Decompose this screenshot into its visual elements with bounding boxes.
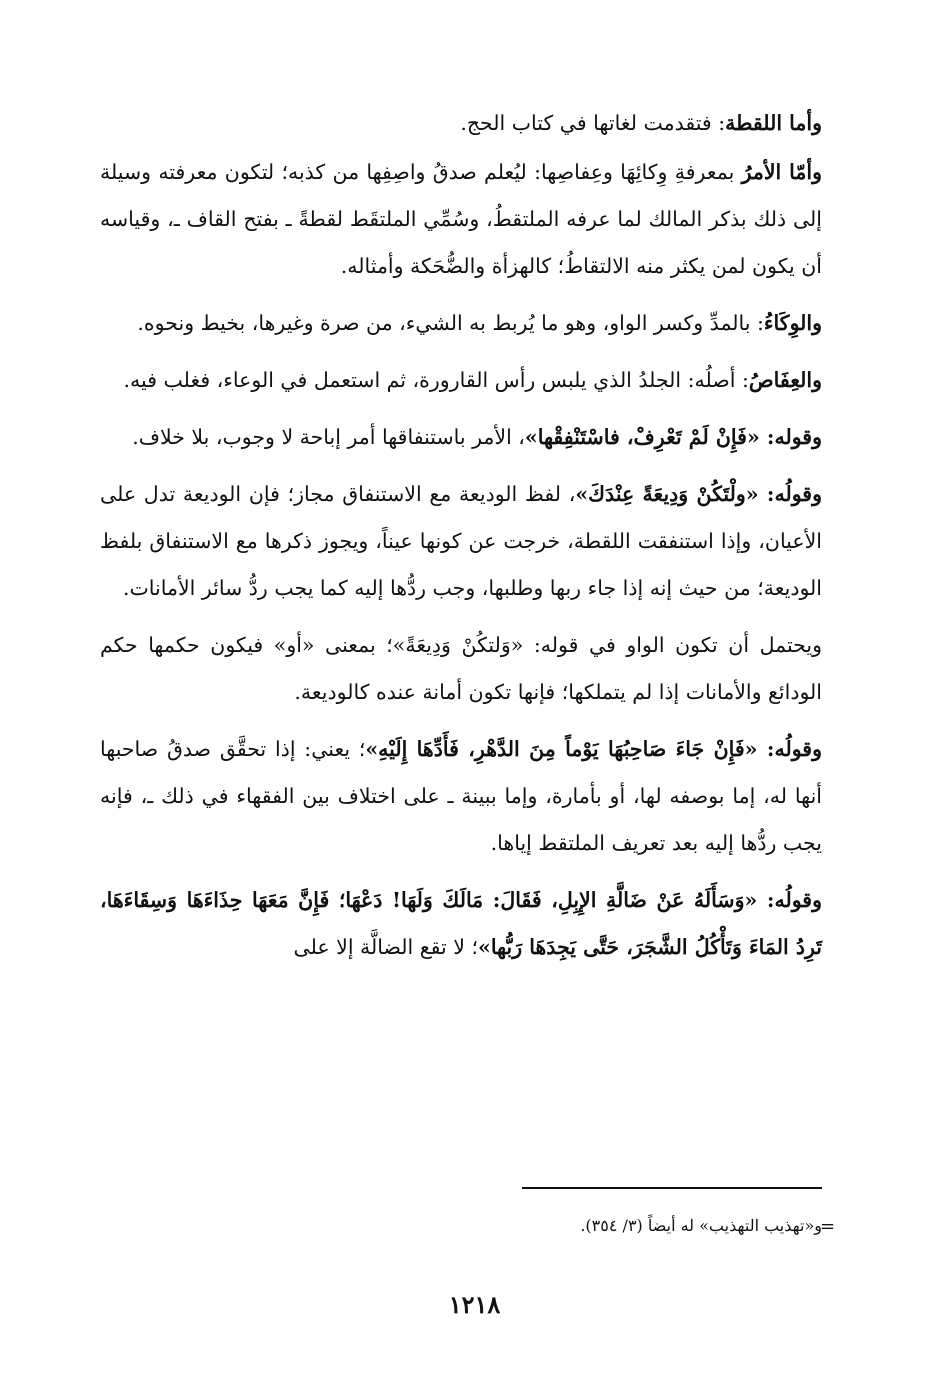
hadith-quote: : «فَإِنْ جَاءَ صَاحِبُهَا يَوْماً مِنَ الدَّهْرِ، فَأَدِّهَا إِلَيْهِ»: [365, 737, 775, 761]
footnote-divider: [522, 1187, 822, 1189]
paragraph-text: : بالمدِّ وكسر الواو، وهو ما يُربط به الشيء، من صرة وغيرها، بخيط ونحوه.: [137, 311, 764, 335]
paragraph-1: [100, 100, 822, 147]
paragraph-text: بمعرفةِ وِكائِهَا وعِفاصِها: ليُعلم صدقُ واصِفِها من كذبه؛ لتكون معرفته وسيلة إلى ذلك بذكر المالك لما عرفه الملتقطُ، وسُمِّي الملتقَط لقطةً ـ بفتح القاف ـ، وقياسه أن يكون لمن يكثر منه الالتقاطُ؛ كالهزأة والضُّحَكة وأمثاله.: [100, 160, 822, 278]
paragraph-lead: وقولُه: [774, 482, 822, 506]
paragraph-lead: وقوله: [774, 425, 822, 449]
paragraph-lead: والوِكَاءُ: [763, 311, 822, 335]
page-number: ١٢١٨: [448, 1290, 501, 1319]
footnote-text: و«تهذيب التهذيب» له أيضاً (٣/ ٣٥٤).: [580, 1216, 822, 1235]
paragraph-2: [100, 149, 822, 290]
main-text: [100, 100, 822, 981]
paragraph-text: ، الأمر باستنفاقها أمر إباحة لا وجوب، بلا خلاف.: [132, 425, 525, 449]
paragraph-8: [100, 726, 822, 867]
paragraph-9: [100, 877, 822, 971]
paragraph-4: [100, 357, 822, 404]
paragraph-text: ؛ يعني: إذا تحقَّق صدقُ صاحبها أنها له، إما بوصفه لها، أو بأمارة، وإما ببينة ـ على اختلاف بين الفقهاء في ذلك ـ، فإنه يجب ردُّها إليه بعد تعريف الملتقط إياها.: [100, 737, 822, 855]
hadith-quote: : «ولْتَكُنْ وَدِيعَةً عِنْدَكَ»: [575, 482, 775, 506]
paragraph-5: [100, 414, 822, 461]
hadith-quote: : «فَإِنْ لَمْ تَعْرِفْ، فاسْتَنْفِقْها»: [524, 425, 775, 449]
paragraph-lead: وقولُه: [774, 888, 822, 912]
paragraph-lead: وأمّا الأمرُ: [741, 160, 822, 184]
paragraph-text: : أصلُه: الجلدُ الذي يلبس رأس القارورة، ثم استعمل في الوعاء، فغلب فيه.: [123, 368, 749, 392]
paragraph-text: ؛ لا تقع الضالَّة إلا على: [293, 935, 478, 959]
paragraph-lead: وقولُه: [774, 737, 822, 761]
paragraph-text: ، لفظ الوديعة مع الاستنفاق مجاز؛ فإن الوديعة تدل على الأعيان، وإذا استنفقت اللقطة، خرجت عن كونها عيناً، ويجوز ذكرها مع الاستنفاق بلفظ الوديعة؛ من حيث إنه إذا جاء ربها وطلبها، وجب ردُّها إليه كما يجب ردُّ سائر الأمانات.: [100, 482, 822, 600]
hadith-quote: : «وَسَأَلَهُ عَنْ ضَالَّةِ الإِبِلِ، فَقَالَ: مَالَكَ وَلَهَا! دَعْهَا؛ فَإِنَّ مَعَهَا حِذَاءَهَا وَسِقَاءَهَا، تَرِدُ المَاءَ وَتَأْكُلُ الشَّجَرَ، حَتَّى يَجِدَهَا رَبُّها»: [100, 888, 822, 959]
paragraph-text: : فتقدمت لغاتها في كتاب الحج.: [460, 111, 726, 135]
paragraph-text: ويحتمل أن تكون الواو في قوله: «وَلتكُنْ وَدِيعَةً»؛ بمعنى «أو» فيكون حكمها حكم الودائع والأمانات إذا لم يتملكها؛ فإنها تكون أمانة عنده كالوديعة.: [100, 633, 822, 704]
footnote: [420, 1212, 822, 1240]
paragraph-lead: وأما اللقطة: [725, 111, 822, 135]
paragraph-3: [100, 300, 822, 347]
footnote-continuation-mark: =: [820, 1216, 836, 1237]
paragraph-6: [100, 471, 822, 612]
paragraph-lead: والعِفَاصُ: [748, 368, 822, 392]
paragraph-7: [100, 622, 822, 716]
